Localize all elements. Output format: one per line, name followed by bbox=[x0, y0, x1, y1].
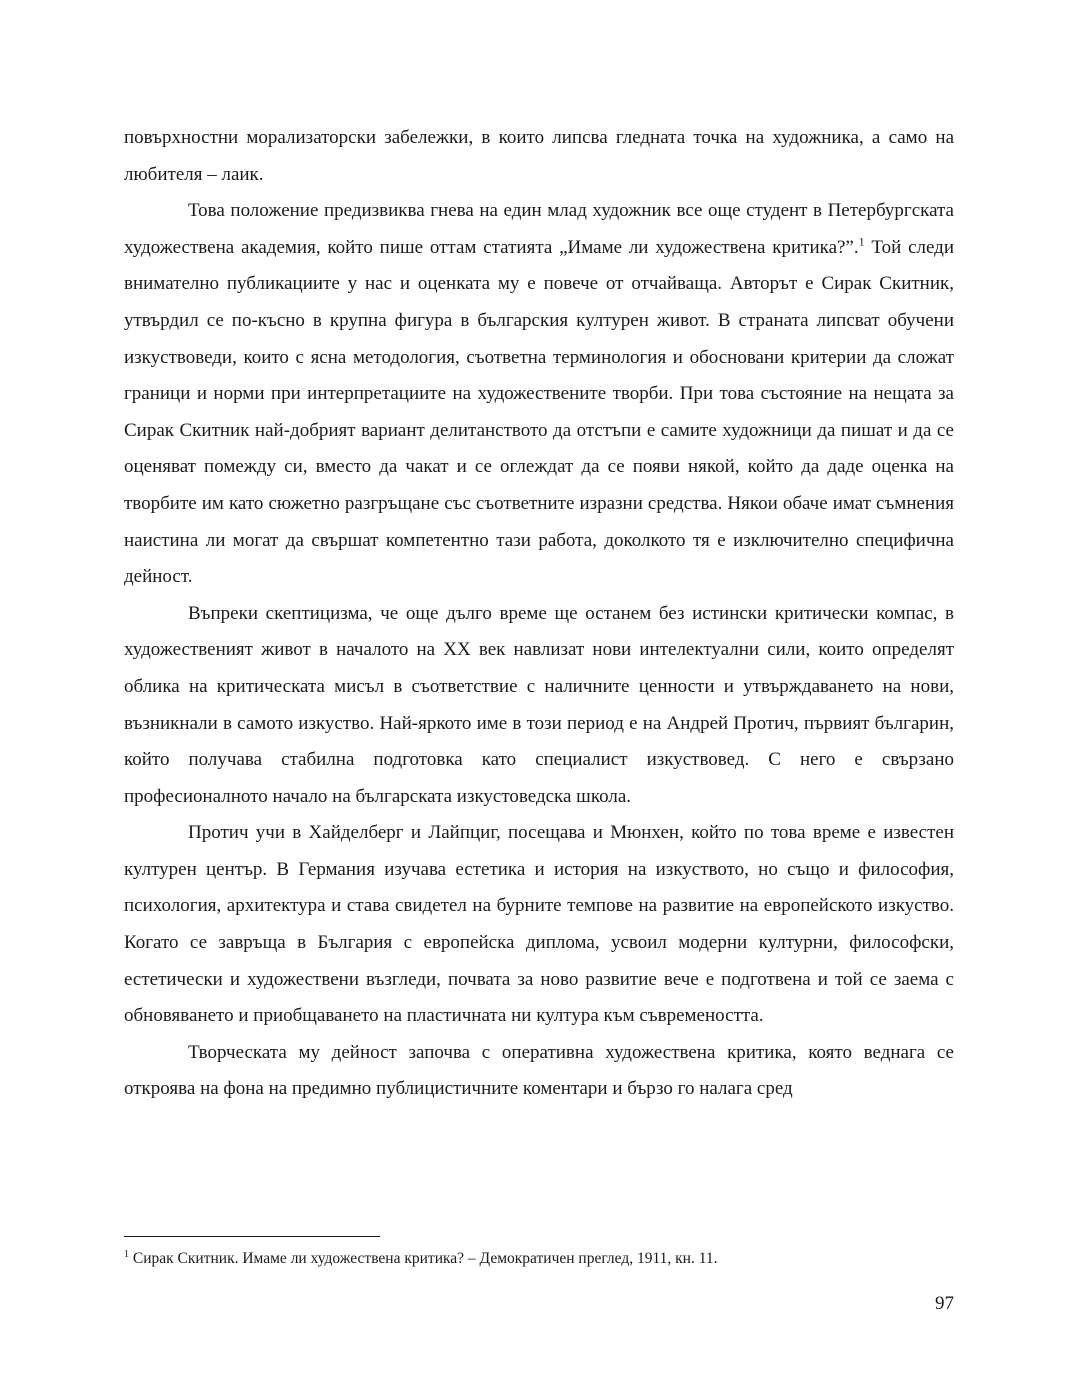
footnote-divider bbox=[124, 1236, 380, 1237]
paragraph-2-text-end: Той следи внимателно публикациите у нас и оценката му е повече от отчайваща. Авторът е Сирак Скитник, утвърдил се по-късно в крупна фигура в българския културен живот. В страната липсват обучени изкуствоведи, които с ясна методология, съответна терминология и обосновани критерии да сложат граници и норми при интерпретациите на художествените творби. При това състояние на нещата за Сирак Скитник най-добрият вариант делитанството да отстъпи е самите художници да пишат и да се оценяват помежду си, вместо да чакат и се оглеждат да се появи някой, който да даде оценка на творбите им като сюжетно разгръщане със съответните изразни средства. Някои обаче имат съмнения наистина ли могат да свършат компетентно тази работа, доколкото тя е изключително специфична дейност. bbox=[124, 236, 954, 588]
paragraph-2 bbox=[124, 193, 954, 596]
page-number: 97 bbox=[935, 1293, 954, 1314]
paragraph-5: Творческата му дейност започва с оперативна художествена критика, която веднага се откроява на фона на предимно публицистичните коментари и бързо го налага сред bbox=[124, 1041, 954, 1100]
paragraph-4: Протич учи в Хайделберг и Лайпциг, посещава и Мюнхен, който по това време е известен културен център. В Германия изучава естетика и история на изкуството, но също и философия, психология, архитектура и става свидетел на бурните темпове на развитие на европейското изкуство. Когато се завръща в България с европейска диплома, усвоил модерни културни, философски, естетически и художествени възгледи, почвата за ново развитие вече е подготвена и той се заема с обновяването и приобщаването на пластичната ни култура към съвремеността. bbox=[124, 822, 954, 1027]
footnote bbox=[124, 1249, 954, 1269]
paragraph-1: повърхностни морализаторски забележки, в които липсва гледната точка на художника, а само на любителя – лаик. bbox=[124, 127, 954, 185]
paragraph-2-text-start: Това положение предизвиква гнева на един млад художник все още студент в Петербургската художествена академия, който пише оттам статията „Имаме ли художествена критика?”. bbox=[124, 200, 954, 258]
footnote-marker: 1 bbox=[124, 1248, 129, 1260]
page-body bbox=[124, 120, 954, 1108]
paragraph-3: Въпреки скептицизма, че още дълго време ще останем без истински критически компас, в художественият живот в началото на XX век навлизат нови интелектуални сили, които определят облика на критическата мисъл в съответствие с наличните ценности и утвърждаването на нови, възникнали в самото изкуство. Най-яркото име в този период е на Андрей Протич, първият българин, който получава стабилна подготовка като специалист изкуствовед. С него е свързано професионалното начало на българската изкустоведска школа. bbox=[124, 602, 954, 807]
footnote-reference[interactable]: 1 bbox=[858, 234, 865, 249]
footnote-text: Сирак Скитник. Имаме ли художествена критика? – Демократичен преглед, 1911, кн. 11. bbox=[129, 1250, 718, 1267]
